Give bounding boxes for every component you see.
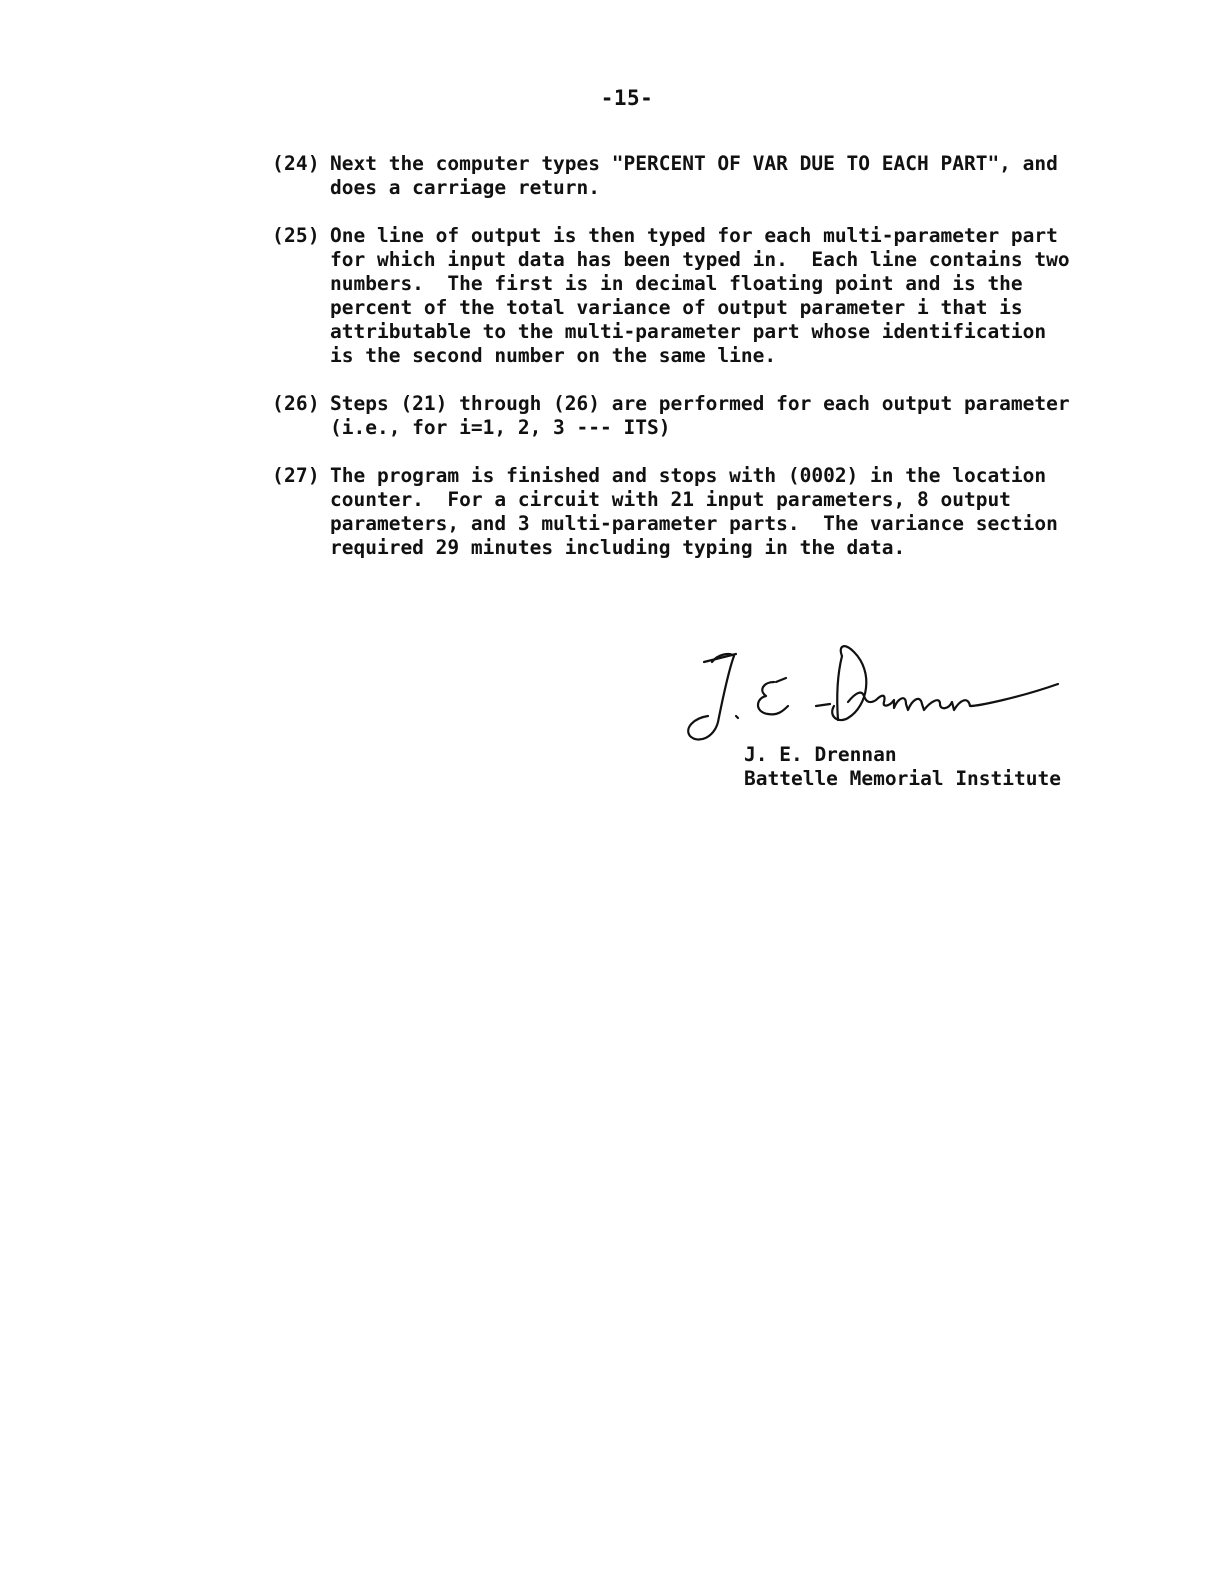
text-line: for which input data has been typed in. Each line contains two (330, 248, 1070, 271)
step-24 (272, 152, 1102, 200)
text-line: Steps (21) through (26) are performed for each output parameter (330, 392, 1070, 415)
step-text (330, 224, 1102, 368)
page-number: -15- (600, 86, 654, 110)
step-text (330, 464, 1102, 560)
text-line: required 29 minutes including typing in the data. (330, 536, 906, 559)
text-line: The program is finished and stops with (0002) in the location (330, 464, 1047, 487)
step-number: (27) (272, 464, 320, 487)
text-line: percent of the total variance of output parameter i that is (330, 296, 1023, 319)
signer-organization: Battelle Memorial Institute (744, 767, 1061, 790)
text-line: does a carriage return. (330, 176, 601, 199)
text-line: counter. For a circuit with 21 input parameters, 8 output (330, 488, 1011, 511)
step-27 (272, 464, 1102, 560)
step-25 (272, 224, 1102, 368)
step-text (330, 152, 1102, 200)
handwritten-signature (678, 632, 1078, 752)
step-number: (25) (272, 224, 320, 247)
text-line: (i.e., for i=1, 2, 3 --- ITS) (330, 416, 671, 439)
text-line: is the second number on the same line. (330, 344, 777, 367)
signer-block (744, 743, 1061, 791)
text-line: numbers. The first is in decimal floating point and is the (330, 272, 1023, 295)
text-line: One line of output is then typed for each multi-parameter part (330, 224, 1058, 247)
signer-name: J. E. Drennan (744, 743, 897, 766)
step-text (330, 392, 1102, 440)
text-line: Next the computer types "PERCENT OF VAR DUE TO EACH PART", and (330, 152, 1058, 175)
text-line: parameters, and 3 multi-parameter parts. The variance section (330, 512, 1058, 535)
step-number: (24) (272, 152, 320, 175)
steps-list (272, 152, 1102, 584)
text-line: attributable to the multi-parameter part whose identification (330, 320, 1047, 343)
step-number: (26) (272, 392, 320, 415)
step-26 (272, 392, 1102, 440)
